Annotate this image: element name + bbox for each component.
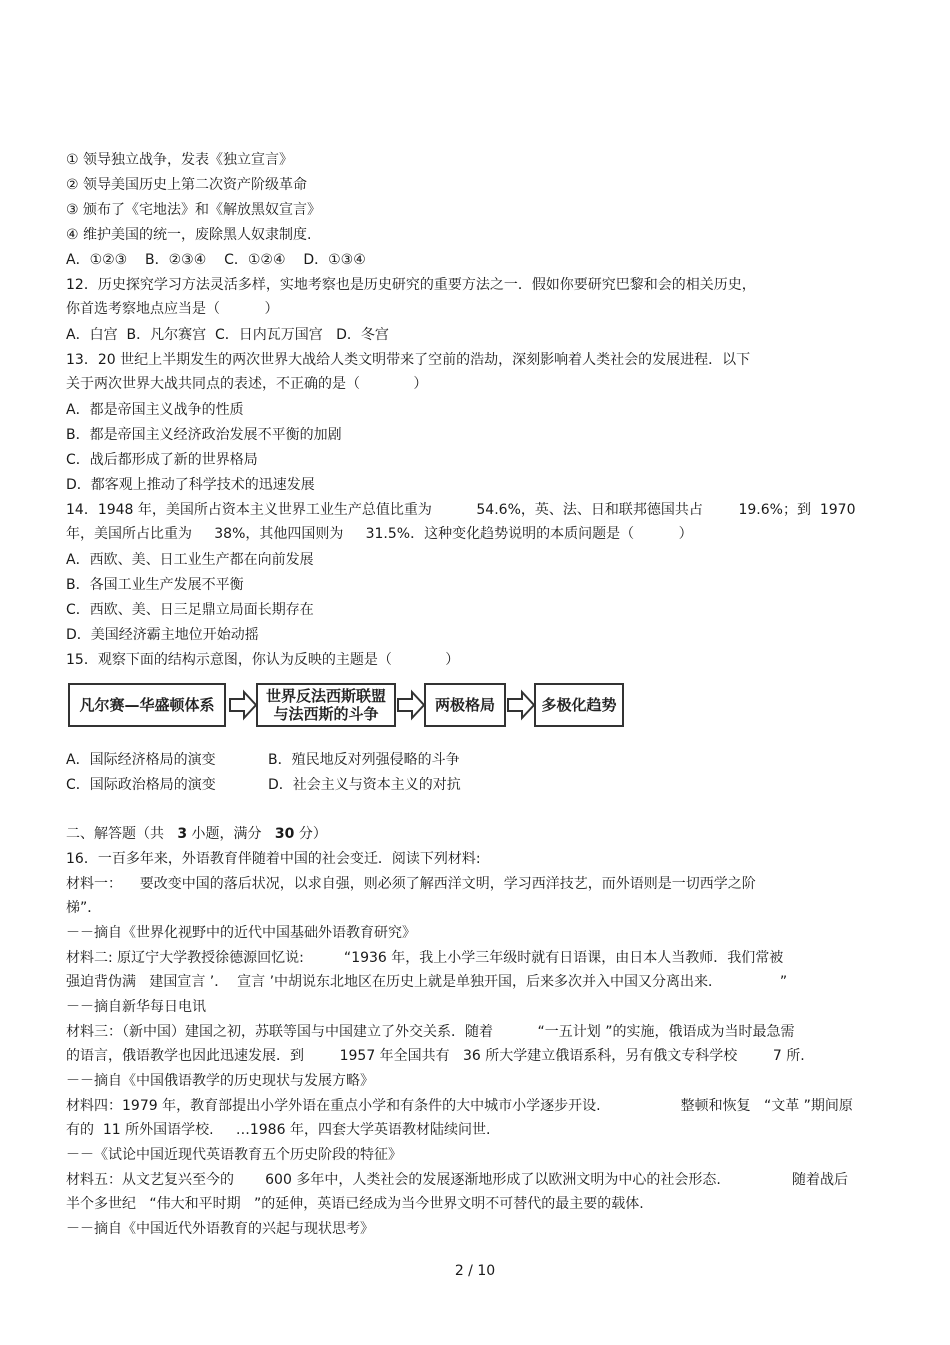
- material-3-line2: 的语言，俄语教学也因此迅速发展．到 1957 年全国共有 36 所大学建立俄语系科，另有俄文专科学校 7 所.: [66, 1048, 805, 1064]
- q13-stem-line1: 13．20 世纪上半期发生的两次世界大战给人类文明带来了空前的浩劫，深刻影响着人类社会的发展进程．以下: [66, 352, 751, 368]
- q14-option-d: D．美国经济霸主地位开始动摇: [66, 627, 259, 643]
- q14-option-a: A．西欧、美、日工业生产都在向前发展: [66, 552, 314, 568]
- arrow-right-icon: [228, 689, 258, 721]
- material-4-source: －－《试论中国近现代英语教育五个历史阶段的特征》: [66, 1147, 402, 1163]
- q11-options: A．①②③ B．②③④ C．①②④ D．①③④: [66, 252, 366, 268]
- section-heading: 二、解答题（共 3 小题，满分 30 分）: [66, 826, 327, 842]
- q14-stem-line2: 年，美国所占比重为 38%，其他四国则为 31.5%．这种变化趋势说明的本质问题是（ ）: [66, 526, 693, 542]
- statement-4: ④ 维护美国的统一，废除黑人奴隶制度.: [66, 227, 312, 243]
- material-1-line1: 材料一： 要改变中国的落后状况，以求自强，则必须了解西洋文明，学习西洋技艺，而外语则是一切西学之阶: [66, 876, 756, 892]
- q16-stem: 16．一百多年来，外语教育伴随着中国的社会变迁．阅读下列材料:: [66, 851, 481, 867]
- q15-option-d: D．社会主义与资本主义的对抗: [268, 777, 461, 793]
- diagram-box-bipolar: 两极格局: [424, 683, 506, 727]
- q13-option-b: B．都是帝国主义经济政治发展不平衡的加剧: [66, 427, 342, 443]
- q14-stem-line1: 14．1948 年，美国所占资本主义世界工业生产总值比重为 54.6%，英、法、日和联邦德国共占 19.6%；到 1970: [66, 502, 856, 518]
- arrow-right-icon: [506, 689, 536, 721]
- arrow-right-icon: [396, 689, 426, 721]
- material-2-line2: 强迫背伪满 建国宣言 ’． 宣言 ’中胡说东北地区在历史上就是单独开国，后来多次并入中国又分离出来． ”: [66, 974, 788, 990]
- q14-option-b: B．各国工业生产发展不平衡: [66, 577, 244, 593]
- statement-1: ① 领导独立战争，发表《独立宣言》: [66, 152, 294, 168]
- q15-stem: 15．观察下面的结构示意图，你认为反映的主题是（ ）: [66, 652, 460, 668]
- q13-stem-line2: 关于两次世界大战共同点的表述，不正确的是（ ）: [66, 376, 428, 392]
- q14-option-c: C．西欧、美、日三足鼎立局面长期存在: [66, 602, 314, 618]
- diagram-box-antifascist: 世界反法西斯联盟 与法西斯的斗争: [256, 683, 396, 727]
- material-4-line2: 有的 11 所外国语学校. …1986 年，四套大学英语教材陆续问世.: [66, 1122, 491, 1138]
- q15-option-c: C．国际政治格局的演变: [66, 777, 216, 793]
- q12-stem-line1: 12．历史探究学习方法灵活多样，实地考察也是历史研究的重要方法之一．假如你要研究巴黎和会的相关历史，: [66, 277, 756, 293]
- material-5-line2: 半个多世纪 “伟大和平时期 ”的延伸，英语已经成为当今世界文明不可替代的最主要的载体.: [66, 1196, 644, 1212]
- q12-options: A．白宫 B．凡尔赛宫 C．日内瓦万国宫 D．冬宫: [66, 327, 389, 343]
- material-3-line1: 材料三：（新中国）建国之初，苏联等国与中国建立了外交关系．随着 “一五计划 ”的实施，俄语成为当时最急需: [66, 1024, 795, 1040]
- statement-2: ② 领导美国历史上第二次资产阶级革命: [66, 177, 307, 193]
- material-1-source: －－摘自《世界化视野中的近代中国基础外语教育研究》: [66, 925, 416, 941]
- structure-diagram: [68, 683, 628, 731]
- page-number: 2 / 10: [454, 1263, 496, 1279]
- statement-3: ③ 颁布了《宅地法》和《解放黑奴宣言》: [66, 202, 321, 218]
- q13-option-c: C．战后都形成了新的世界格局: [66, 452, 258, 468]
- material-2-source: －－摘自新华每日电讯: [66, 999, 206, 1015]
- material-1-line2: 梯”．: [66, 900, 102, 916]
- diagram-box-multipolar: 多极化趋势: [534, 683, 624, 727]
- material-2-line1: 材料二: 原辽宁大学教授徐德源回忆说: “1936 年，我上小学三年级时就有日语课，由日本人当教师．我们常被: [66, 950, 784, 966]
- material-4-line1: 材料四：1979 年，教育部提出小学外语在重点小学和有条件的大中城市小学逐步开设. 整顿和恢复 “文革 ”期间原: [66, 1098, 853, 1114]
- material-5-line1: 材料五：从文艺复兴至今的 600 多年中，人类社会的发展逐渐地形成了以欧洲文明为中心的社会形态. 随着战后: [66, 1172, 848, 1188]
- diagram-box-versailles-washington: 凡尔赛—华盛顿体系: [68, 683, 226, 727]
- q15-option-a: A．国际经济格局的演变: [66, 752, 216, 768]
- material-5-source: －－摘自《中国近代外语教育的兴起与现状思考》: [66, 1221, 374, 1237]
- q13-option-d: D．都客观上推动了科学技术的迅速发展: [66, 477, 315, 493]
- q13-option-a: A．都是帝国主义战争的性质: [66, 402, 244, 418]
- material-3-source: －－摘自《中国俄语教学的历史现状与发展方略》: [66, 1073, 374, 1089]
- q12-stem-line2: 你首选考察地点应当是（ ）: [66, 301, 279, 317]
- q15-option-b: B．殖民地反对列强侵略的斗争: [268, 752, 460, 768]
